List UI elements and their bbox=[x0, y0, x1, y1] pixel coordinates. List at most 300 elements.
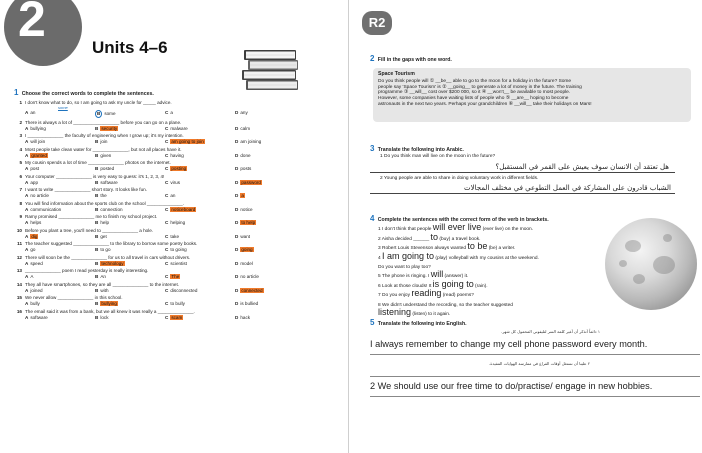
question-number: 12 bbox=[16, 254, 22, 260]
option-letter: B bbox=[95, 179, 99, 185]
option-letter: B bbox=[95, 166, 99, 172]
option-text: to go bbox=[100, 247, 111, 253]
section-heading: Translate the following into Arabic. bbox=[377, 147, 464, 153]
option[interactable] bbox=[95, 193, 165, 199]
option[interactable] bbox=[235, 180, 305, 186]
verb-item bbox=[370, 262, 610, 271]
question-text: We never allow ______________ in this school. bbox=[25, 295, 123, 301]
question-text: I ______________ the faculty of engineering when I grow up; it's my intention. bbox=[25, 133, 184, 139]
question-number: 2 bbox=[19, 119, 22, 125]
option-text: the bbox=[100, 193, 107, 199]
option-letter: C bbox=[165, 247, 169, 253]
option-letter: A bbox=[25, 152, 29, 158]
option-letter: D bbox=[235, 139, 239, 145]
option-letter: A bbox=[25, 193, 29, 199]
arabic-prompt: ١ دائماً أتذكر أن أغير كلمة السر لتليفوني المحمول كل شهر. bbox=[501, 329, 600, 335]
option[interactable] bbox=[95, 220, 165, 226]
selected-option-highlight: posting bbox=[171, 166, 187, 172]
question-number: 8 bbox=[19, 200, 22, 206]
question-number: 14 bbox=[16, 281, 22, 287]
selected-option-highlight: a bbox=[241, 193, 244, 199]
option-text: model bbox=[240, 260, 253, 266]
option-text: bullying bbox=[30, 125, 46, 131]
option[interactable] bbox=[165, 234, 235, 240]
option[interactable] bbox=[25, 139, 95, 145]
question-text: Ramy promised ______________ me to finish my school project. bbox=[25, 214, 158, 220]
option[interactable] bbox=[165, 139, 235, 145]
option-letter: B bbox=[95, 206, 99, 212]
option-letter: A bbox=[25, 166, 29, 172]
option[interactable] bbox=[25, 166, 95, 172]
option[interactable] bbox=[235, 274, 305, 280]
option[interactable] bbox=[25, 207, 95, 213]
option-letter: D bbox=[235, 166, 239, 172]
box-text-line: programme ③ __will__ cost over $200 000, so it ④ __won't__ be available to most people. bbox=[378, 90, 571, 96]
question-text: Most people take clean water for ______________, but not all places have it. bbox=[25, 146, 182, 152]
question-text: There will soon be the ______________ for us to all travel in cars without drivers. bbox=[25, 254, 191, 260]
selected-option-highlight: connected bbox=[241, 287, 263, 293]
option[interactable] bbox=[25, 261, 95, 267]
option[interactable] bbox=[235, 261, 305, 267]
option[interactable] bbox=[235, 153, 305, 159]
option[interactable] bbox=[165, 315, 235, 321]
verb-item-text: (listen) to it again. bbox=[411, 312, 451, 318]
option[interactable] bbox=[235, 110, 305, 118]
option-letter: C bbox=[165, 206, 169, 212]
question-text: You will find information about the sports club on the school ______________. bbox=[25, 200, 184, 206]
option-text: helping bbox=[170, 220, 186, 226]
option-text: speed bbox=[30, 260, 43, 266]
option[interactable] bbox=[235, 166, 305, 172]
option[interactable] bbox=[235, 315, 305, 321]
option-letter: B bbox=[95, 301, 99, 307]
option-letter: C bbox=[165, 233, 169, 239]
verb-item-text: (answer) it. bbox=[443, 274, 469, 280]
box-text-line: people say 'Space Tourism' is ② __going__ to generate a lot of money in the future. The training bbox=[378, 84, 582, 90]
option-letter: D bbox=[235, 193, 239, 199]
option-letter: A bbox=[25, 301, 29, 307]
option[interactable] bbox=[235, 193, 305, 199]
question-number: 5 bbox=[19, 160, 22, 166]
question-text: They all have smartphones, so they are all ______________ to the internet. bbox=[25, 281, 179, 287]
english-answer: 2 We should use our free time to do/practise/ engage in new hobbies. bbox=[370, 381, 700, 397]
option-letter: B bbox=[95, 125, 99, 131]
option[interactable] bbox=[25, 220, 95, 226]
section-heading: Choose the correct words to complete the sentences. bbox=[21, 91, 154, 97]
option[interactable] bbox=[95, 315, 165, 321]
question-list bbox=[14, 100, 344, 321]
question-number: 6 bbox=[19, 173, 22, 179]
option-letter: C bbox=[165, 220, 169, 226]
option-letter: C bbox=[165, 287, 169, 293]
option-letter: D bbox=[235, 247, 239, 253]
section-number: 1 bbox=[14, 88, 19, 97]
box-text bbox=[378, 79, 686, 108]
option-letter: C bbox=[165, 152, 169, 158]
options-row bbox=[14, 207, 344, 213]
selected-option-highlight: granted bbox=[31, 152, 47, 158]
question-text: Before you plant a tree, you'll need to ______________ a hole. bbox=[25, 227, 154, 233]
option-letter: D bbox=[235, 152, 239, 158]
verb-item-text: (rain). bbox=[473, 283, 488, 289]
option-text: is bullied bbox=[240, 301, 259, 307]
verb-item-text: (ever live) on the moon. bbox=[481, 227, 534, 233]
section-1 bbox=[14, 88, 344, 322]
right-page bbox=[350, 0, 702, 453]
option[interactable] bbox=[95, 261, 165, 267]
verb-item bbox=[370, 278, 610, 290]
option-text: communication bbox=[30, 206, 62, 212]
option-letter: C bbox=[165, 166, 169, 172]
option-letter: A bbox=[25, 206, 29, 212]
option-letter: A bbox=[25, 179, 29, 185]
option-text: having bbox=[170, 152, 184, 158]
review-badge: R2 bbox=[362, 11, 392, 35]
options-row bbox=[14, 126, 344, 132]
section-number: 3 bbox=[370, 144, 375, 153]
option-text: take bbox=[170, 233, 180, 239]
option[interactable] bbox=[235, 139, 305, 145]
options-row bbox=[14, 261, 344, 267]
option[interactable] bbox=[165, 261, 235, 267]
verb-item-text: 8 We didn't understand the recording, so the teacher suggested bbox=[378, 302, 513, 308]
option-letter: A bbox=[25, 314, 29, 320]
section-heading: Fill in the gaps with one word. bbox=[377, 57, 452, 63]
written-answer: to bbox=[430, 231, 439, 242]
option[interactable] bbox=[165, 126, 235, 132]
section-4 bbox=[370, 214, 610, 318]
options-row bbox=[14, 180, 344, 186]
option-letter: A bbox=[25, 260, 29, 266]
written-answer: will bbox=[430, 269, 444, 280]
question-number: 15 bbox=[16, 295, 22, 301]
option[interactable] bbox=[165, 180, 235, 186]
option[interactable] bbox=[235, 234, 305, 240]
question-number: 11 bbox=[17, 241, 22, 247]
question-text: My cousin spends a lot of time ______________ photos on the internet. bbox=[25, 160, 171, 166]
option-text: posts bbox=[240, 166, 252, 172]
option[interactable] bbox=[165, 220, 235, 226]
option-text: hack bbox=[240, 314, 251, 320]
option[interactable] bbox=[165, 301, 235, 307]
option-letter: A bbox=[25, 274, 29, 280]
option-text: software bbox=[100, 179, 118, 185]
option-text: virus bbox=[170, 179, 181, 185]
option-text: done bbox=[240, 152, 251, 158]
option-letter: C bbox=[165, 125, 169, 131]
option-text: malware bbox=[170, 125, 188, 131]
option-text: to going bbox=[170, 247, 187, 253]
option-text: connection bbox=[100, 206, 123, 212]
option-text: An bbox=[100, 274, 106, 280]
option-letter: B bbox=[95, 314, 99, 320]
option-text: disconnected bbox=[170, 287, 198, 293]
section-heading: Complete the sentences with the correct form of the verb in brackets. bbox=[377, 217, 549, 223]
option-letter: D bbox=[235, 260, 239, 266]
question-text: The teacher suggested ______________ to the library to borrow some poetry books. bbox=[25, 241, 198, 247]
verb-item-text: (read) poems? bbox=[441, 293, 474, 299]
option-letter: B bbox=[95, 247, 99, 253]
question-text: I want to write ______________ short story. It looks like fun. bbox=[25, 187, 147, 193]
option-letter: D bbox=[235, 301, 239, 307]
section-2-header bbox=[370, 54, 452, 64]
option[interactable] bbox=[25, 247, 95, 253]
question-number: 7 bbox=[19, 187, 22, 193]
question-text: I don't know what to do, so I am going to ask my uncle for _____ advice. bbox=[25, 100, 172, 106]
option-text: software bbox=[30, 314, 48, 320]
options-row bbox=[14, 166, 344, 172]
question-text: 2 Young people are able to share in doing voluntary work in different fields. bbox=[380, 175, 539, 181]
options-row bbox=[14, 234, 344, 240]
selected-option-highlight: bullying bbox=[101, 301, 117, 307]
written-answer: reading bbox=[411, 288, 442, 299]
option-letter: B bbox=[95, 220, 99, 226]
option[interactable] bbox=[25, 126, 95, 132]
option-letter: A bbox=[25, 233, 29, 239]
verb-item bbox=[370, 250, 610, 262]
option-text: go bbox=[30, 247, 36, 253]
option-letter: B bbox=[95, 193, 99, 199]
written-answer: I am going to bbox=[382, 250, 435, 261]
verb-item bbox=[370, 271, 610, 280]
verb-item-text: 2 Aisha decided ______ bbox=[378, 236, 431, 242]
option[interactable] bbox=[25, 193, 95, 199]
options-row bbox=[14, 193, 344, 199]
section-5 bbox=[370, 318, 700, 397]
option[interactable] bbox=[95, 110, 165, 118]
option[interactable] bbox=[235, 220, 305, 226]
option[interactable] bbox=[25, 153, 95, 159]
option-letter: C bbox=[165, 314, 169, 320]
option-letter: D bbox=[235, 179, 239, 185]
selected-option-highlight: technology bbox=[101, 260, 124, 266]
option[interactable] bbox=[95, 301, 165, 307]
question-text: ______________ poem I read yesterday is really interesting. bbox=[25, 268, 149, 274]
verb-item bbox=[370, 290, 610, 299]
options-row bbox=[14, 110, 344, 118]
option-letter: B bbox=[95, 152, 99, 158]
question-text: Your computer ______________ is very easy to guess: it's 1, 2, 3, 4! bbox=[25, 173, 165, 179]
option-text: scientist bbox=[170, 260, 187, 266]
question-number: 13 bbox=[16, 268, 22, 274]
option-text: help bbox=[100, 220, 110, 226]
written-answer: is going to bbox=[432, 278, 474, 289]
verb-item-text: 1 I don't think that people bbox=[378, 227, 433, 233]
option[interactable] bbox=[25, 315, 95, 321]
option[interactable] bbox=[25, 301, 95, 307]
option-text: no article bbox=[240, 274, 259, 280]
option-text: joined bbox=[30, 287, 43, 293]
option[interactable] bbox=[165, 288, 235, 294]
option[interactable] bbox=[25, 234, 95, 240]
question-number: 16 bbox=[16, 308, 22, 314]
verb-item-text: 7 Do you enjoy bbox=[378, 293, 412, 299]
question-number: 1 bbox=[19, 100, 22, 106]
option[interactable] bbox=[25, 110, 95, 118]
option-text: an bbox=[30, 110, 36, 116]
option-letter: C bbox=[165, 179, 169, 185]
question-text: There is always a lot of __________________ before you can go on a plane. bbox=[25, 119, 182, 125]
option-letter: A bbox=[25, 287, 29, 293]
option-letter: C bbox=[165, 301, 169, 307]
verb-item bbox=[370, 231, 610, 243]
selected-option-highlight: am going to join bbox=[171, 139, 204, 145]
option-text: a bbox=[170, 110, 173, 116]
books-illustration bbox=[238, 44, 304, 92]
selected-option-highlight: going bbox=[241, 247, 253, 253]
section-3 bbox=[370, 144, 695, 194]
option-text: bully bbox=[30, 301, 40, 307]
verb-item-text: 3 Robert Louis Stevenson always wanted bbox=[378, 246, 468, 252]
section-number: 5 bbox=[370, 318, 375, 327]
option-letter: B bbox=[95, 233, 99, 239]
option[interactable] bbox=[235, 288, 305, 294]
option-letter: D bbox=[235, 274, 239, 280]
selected-option-highlight: The bbox=[171, 274, 180, 280]
verb-item-text: 4 bbox=[378, 255, 383, 261]
option-letter: D bbox=[235, 110, 239, 116]
box-text-line: Do you think people will ① __be__ able to go to the moon for a holiday in the future? Some bbox=[378, 78, 572, 84]
question-text: 1 Do you think man will live on the moon in the future? bbox=[380, 154, 496, 160]
arabic-answer: هل تعتقد أن الانسان سوف يعيش على القمر في المستقبل؟ bbox=[370, 163, 675, 173]
options-row bbox=[14, 220, 344, 226]
verb-item bbox=[370, 224, 610, 233]
option-letter: D bbox=[235, 233, 239, 239]
selected-option-highlight: password bbox=[241, 179, 261, 185]
option[interactable] bbox=[25, 180, 95, 186]
option-letter: D bbox=[235, 206, 239, 212]
handwritten-answer: some bbox=[58, 105, 68, 111]
selected-option-highlight: noticeboard bbox=[171, 206, 196, 212]
option[interactable] bbox=[95, 247, 165, 253]
question-number: 10 bbox=[16, 227, 22, 233]
selected-option-highlight: dig bbox=[31, 233, 38, 239]
option[interactable] bbox=[95, 180, 165, 186]
option-letter: D bbox=[235, 125, 239, 131]
option-text: helps bbox=[30, 220, 42, 226]
written-answer: will ever live bbox=[432, 222, 482, 233]
option-text: with bbox=[100, 287, 109, 293]
question-number: 9 bbox=[19, 214, 22, 220]
option-text: an bbox=[170, 193, 176, 199]
option[interactable] bbox=[95, 234, 165, 240]
option[interactable] bbox=[165, 247, 235, 253]
verb-item-text: (buy) a travel book. bbox=[438, 236, 481, 242]
option-text: posted bbox=[100, 166, 115, 172]
verb-item-text: Do you want to play too? bbox=[378, 265, 431, 271]
verb-list bbox=[370, 224, 610, 318]
option[interactable] bbox=[165, 207, 235, 213]
option-letter: C bbox=[165, 193, 169, 199]
option-letter: C bbox=[165, 260, 169, 266]
option[interactable] bbox=[235, 126, 305, 132]
left-page bbox=[0, 0, 349, 453]
box-text-line: However, some companies have waiting lists of people who ⑤ __are__ hoping to become bbox=[378, 96, 569, 102]
option-text: A bbox=[30, 274, 34, 280]
option-letter: D bbox=[235, 314, 239, 320]
option-text: will join bbox=[30, 139, 46, 145]
options-row bbox=[14, 139, 344, 145]
option[interactable] bbox=[165, 193, 235, 199]
option-letter: C bbox=[165, 139, 169, 145]
option-letter: C bbox=[165, 274, 169, 280]
verb-item-text: 5 The phone is ringing. I bbox=[378, 274, 431, 280]
option-text: want bbox=[240, 233, 251, 239]
selected-option-highlight: scam bbox=[171, 314, 183, 320]
option[interactable] bbox=[165, 166, 235, 172]
option[interactable] bbox=[95, 126, 165, 132]
box-title: Space Tourism bbox=[378, 71, 415, 77]
selected-option-highlight: security bbox=[101, 125, 118, 131]
section-heading: Translate the following into English. bbox=[377, 321, 467, 327]
english-answer: I always remember to change my cell phone password every month. bbox=[370, 339, 700, 355]
space-tourism-box bbox=[373, 68, 691, 122]
options-row bbox=[14, 288, 344, 294]
option[interactable] bbox=[95, 207, 165, 213]
options-row bbox=[14, 247, 344, 253]
option-letter: A bbox=[25, 139, 29, 145]
option-letter: A bbox=[25, 125, 29, 131]
option[interactable] bbox=[95, 153, 165, 159]
option[interactable] bbox=[95, 288, 165, 294]
option[interactable] bbox=[165, 274, 235, 280]
option-text: get bbox=[100, 233, 107, 239]
option-text: notice bbox=[240, 206, 253, 212]
option[interactable] bbox=[235, 301, 305, 307]
option-letter: B bbox=[95, 139, 99, 145]
option-letter: A bbox=[25, 247, 29, 253]
arabic-prompt: ٢ علينا أن نستغل أوقات الفراغ في ممارسة الهوايات المفيدة. bbox=[489, 360, 590, 366]
option-text: post bbox=[30, 166, 40, 172]
verb-item-text: (play) volleyball with my cousins at the weekend. bbox=[434, 255, 539, 261]
option-text: am joining bbox=[240, 139, 262, 145]
section-number: 2 bbox=[370, 54, 375, 63]
option[interactable] bbox=[165, 110, 235, 118]
options-row bbox=[14, 274, 344, 280]
option-letter: A bbox=[25, 110, 29, 116]
option-text: any bbox=[240, 110, 248, 116]
option[interactable] bbox=[95, 166, 165, 172]
unit-badge bbox=[4, 0, 82, 66]
option[interactable] bbox=[95, 139, 165, 145]
option[interactable] bbox=[235, 247, 305, 253]
option[interactable] bbox=[95, 274, 165, 280]
option[interactable] bbox=[25, 288, 95, 294]
option[interactable] bbox=[235, 207, 305, 213]
option[interactable] bbox=[165, 153, 235, 159]
option-letter: C bbox=[165, 110, 169, 116]
option-letter: D bbox=[235, 220, 239, 226]
option[interactable] bbox=[25, 274, 95, 280]
written-answer: listening bbox=[378, 307, 412, 318]
unit-number: 2 bbox=[18, 0, 46, 47]
option-letter: B bbox=[95, 287, 99, 293]
question-text: The email said it was from a bank, but we all knew it was really a ______________. bbox=[25, 308, 195, 314]
question-number: 3 bbox=[19, 133, 22, 139]
verb-item-text: 6 Look at those clouds! It bbox=[378, 283, 433, 289]
option-text: to bully bbox=[170, 301, 185, 307]
option-text: lock bbox=[100, 314, 109, 320]
option-text: app bbox=[30, 179, 38, 185]
moon-image bbox=[605, 218, 697, 310]
question-number: 4 bbox=[19, 146, 22, 152]
options-row bbox=[14, 315, 344, 321]
option-letter: D bbox=[235, 287, 239, 293]
option-letter: B bbox=[95, 274, 99, 280]
selected-option-highlight: to help bbox=[241, 220, 256, 226]
option-text: join bbox=[100, 139, 108, 145]
box-text-line: astronauts in the next two years. Perhaps your grandchildren ⑥ __will__ take their holidays on Mars! bbox=[378, 101, 592, 107]
